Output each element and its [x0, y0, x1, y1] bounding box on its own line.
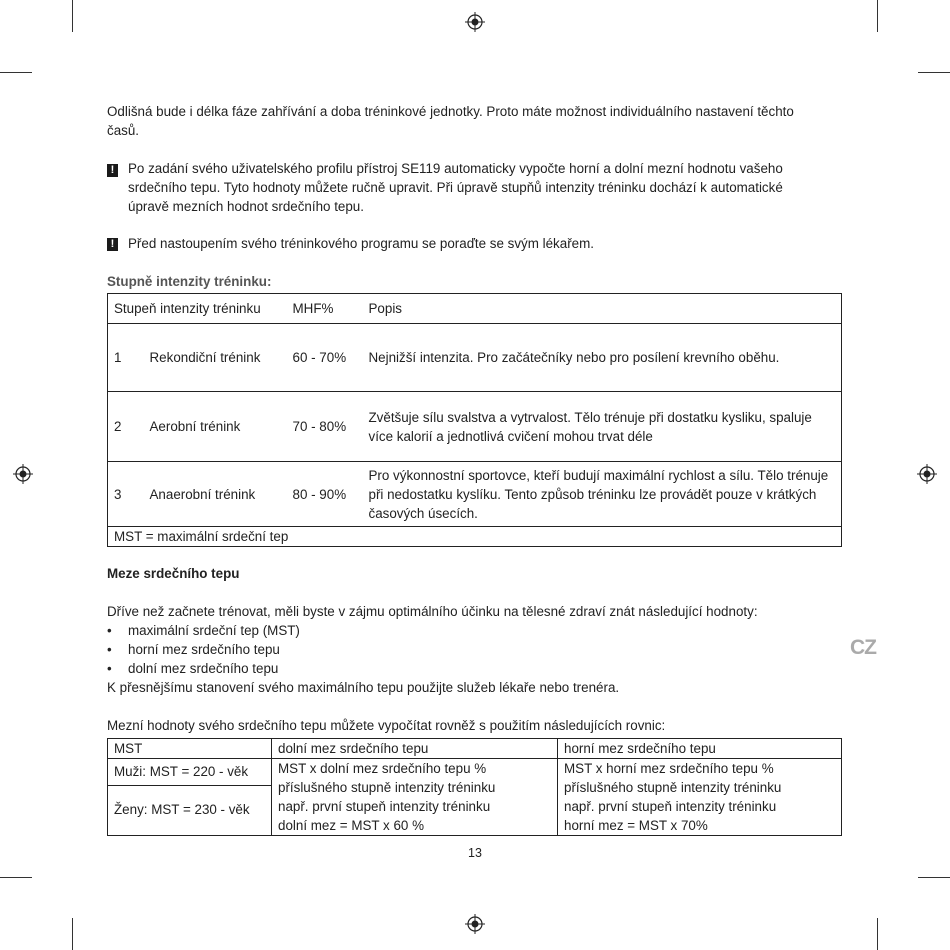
- intensity-heading: Stupně intenzity tréninku:: [107, 274, 272, 289]
- page-number: 13: [468, 846, 482, 860]
- table-header-row: [108, 739, 842, 759]
- registration-mark-icon: [465, 12, 485, 32]
- list-item: [107, 640, 300, 659]
- level-description: Pro výkonnostní sportovce, kteří budují maximální rychlost a sílu. Tělo trénuje při nedostatku kyslíku. Tento způsob tréninku lze provádět pouze v krátkých časových úsecích.: [363, 462, 842, 527]
- bullet-icon: •: [107, 661, 112, 676]
- level-percent: 60 - 70%: [287, 324, 363, 392]
- level-name: Aerobní trénink: [144, 392, 287, 462]
- table-row: [108, 462, 842, 527]
- upper-limit-line: např. první stupeň intenzity tréninku: [564, 799, 777, 814]
- level-name: Anaerobní trénink: [144, 462, 287, 527]
- table-row: [108, 324, 842, 392]
- formula-table: [107, 738, 842, 836]
- crop-mark: [0, 72, 32, 73]
- intensity-table: [107, 293, 842, 547]
- crop-mark: [918, 877, 950, 878]
- table-row: [108, 759, 842, 836]
- list-item-text: horní mez srdečního tepu: [128, 642, 280, 657]
- header-cell: horní mez srdečního tepu: [558, 739, 842, 759]
- level-number: 2: [108, 392, 144, 462]
- upper-limit-line: příslušného stupně intenzity tréninku: [564, 780, 782, 795]
- list-item-text: maximální srdeční tep (MST): [128, 623, 300, 638]
- bullet-icon: •: [107, 642, 112, 657]
- lower-limit-line: příslušného stupně intenzity tréninku: [278, 780, 496, 795]
- table-footnote: MST = maximální srdeční tep: [108, 527, 842, 547]
- list-item-text: dolní mez srdečního tepu: [128, 661, 279, 676]
- registration-mark-icon: [465, 914, 485, 934]
- header-cell: MHF%: [287, 294, 363, 324]
- header-cell: Popis: [363, 294, 842, 324]
- crop-mark: [0, 877, 32, 878]
- table-row: [108, 392, 842, 462]
- lower-limit-line: dolní mez = MST x 60 %: [278, 818, 424, 833]
- level-name: Rekondiční trénink: [144, 324, 287, 392]
- limits-intro: Dříve než začnete trénovat, měli byste v zájmu optimálního účinku na tělesné zdraví znát následující hodnoty:: [107, 604, 758, 619]
- women-formula: Ženy: MST = 230 - věk: [114, 802, 250, 817]
- crop-mark: [877, 0, 878, 32]
- men-formula: Muži: MST = 220 - věk: [108, 759, 271, 786]
- level-number: 3: [108, 462, 144, 527]
- crop-mark: [918, 72, 950, 73]
- crop-mark: [877, 918, 878, 950]
- mst-cell: [108, 759, 272, 836]
- limits-heading: Meze srdečního tepu: [107, 566, 240, 581]
- upper-limit-cell: [558, 759, 842, 836]
- limits-bullet-list: [107, 621, 300, 678]
- level-percent: 80 - 90%: [287, 462, 363, 527]
- intro-paragraph: Odlišná bude i délka fáze zahřívání a doba tréninkové jednotky. Proto máte možnost individuálního nastavení těchto časů.: [107, 104, 794, 138]
- registration-mark-icon: [917, 464, 937, 484]
- upper-limit-line: horní mez = MST x 70%: [564, 818, 708, 833]
- header-cell: MST: [108, 739, 272, 759]
- warning-icon: !: [107, 238, 118, 251]
- crop-mark: [72, 918, 73, 950]
- lower-limit-cell: [272, 759, 558, 836]
- table-footnote-row: [108, 527, 842, 547]
- language-tab: CZ: [850, 636, 876, 659]
- upper-limit-line: MST x horní mez srdečního tepu %: [564, 761, 774, 776]
- list-item: [107, 659, 300, 678]
- limits-after: K přesnějšímu stanovení svého maximálního tepu použijte služeb lékaře nebo trenéra.: [107, 680, 620, 695]
- warning-text: Po zadání svého uživatelského profilu přístroj SE119 automaticky vypočte horní a dolní mezní hodnotu vašeho srdečního tepu. Tyto hodnoty můžete ručně upravit. Při úpravě stupňů intenzity tréninku dochází k automatické úpravě mezních hodnot srdečního tepu.: [128, 161, 783, 214]
- level-description: Zvětšuje sílu svalstva a vytrvalost. Tělo trénuje při dostatku kysliku, spaluje více kalorií a jednotlivá cvičení mohou trvat déle: [363, 392, 842, 462]
- lower-limit-line: např. první stupeň intenzity tréninku: [278, 799, 491, 814]
- warning-icon: !: [107, 164, 118, 177]
- level-description: Nejnižší intenzita. Pro začátečníky nebo pro posílení krevního oběhu.: [363, 324, 842, 392]
- list-item: [107, 621, 300, 640]
- level-number: 1: [108, 324, 144, 392]
- crop-mark: [72, 0, 73, 32]
- level-percent: 70 - 80%: [287, 392, 363, 462]
- formula-intro: Mezní hodnoty svého srdečního tepu můžete vypočítat rovněž s použitím následujících rovnic:: [107, 718, 666, 733]
- table-header-row: [108, 294, 842, 324]
- lower-limit-line: MST x dolní mez srdečního tepu %: [278, 761, 487, 776]
- bullet-icon: •: [107, 623, 112, 638]
- header-cell: Stupeň intenzity tréninku: [108, 294, 287, 324]
- warning-text: Před nastoupením svého tréninkového programu se poraďte se svým lékařem.: [128, 236, 594, 251]
- header-cell: dolní mez srdečního tepu: [272, 739, 558, 759]
- registration-mark-icon: [13, 464, 33, 484]
